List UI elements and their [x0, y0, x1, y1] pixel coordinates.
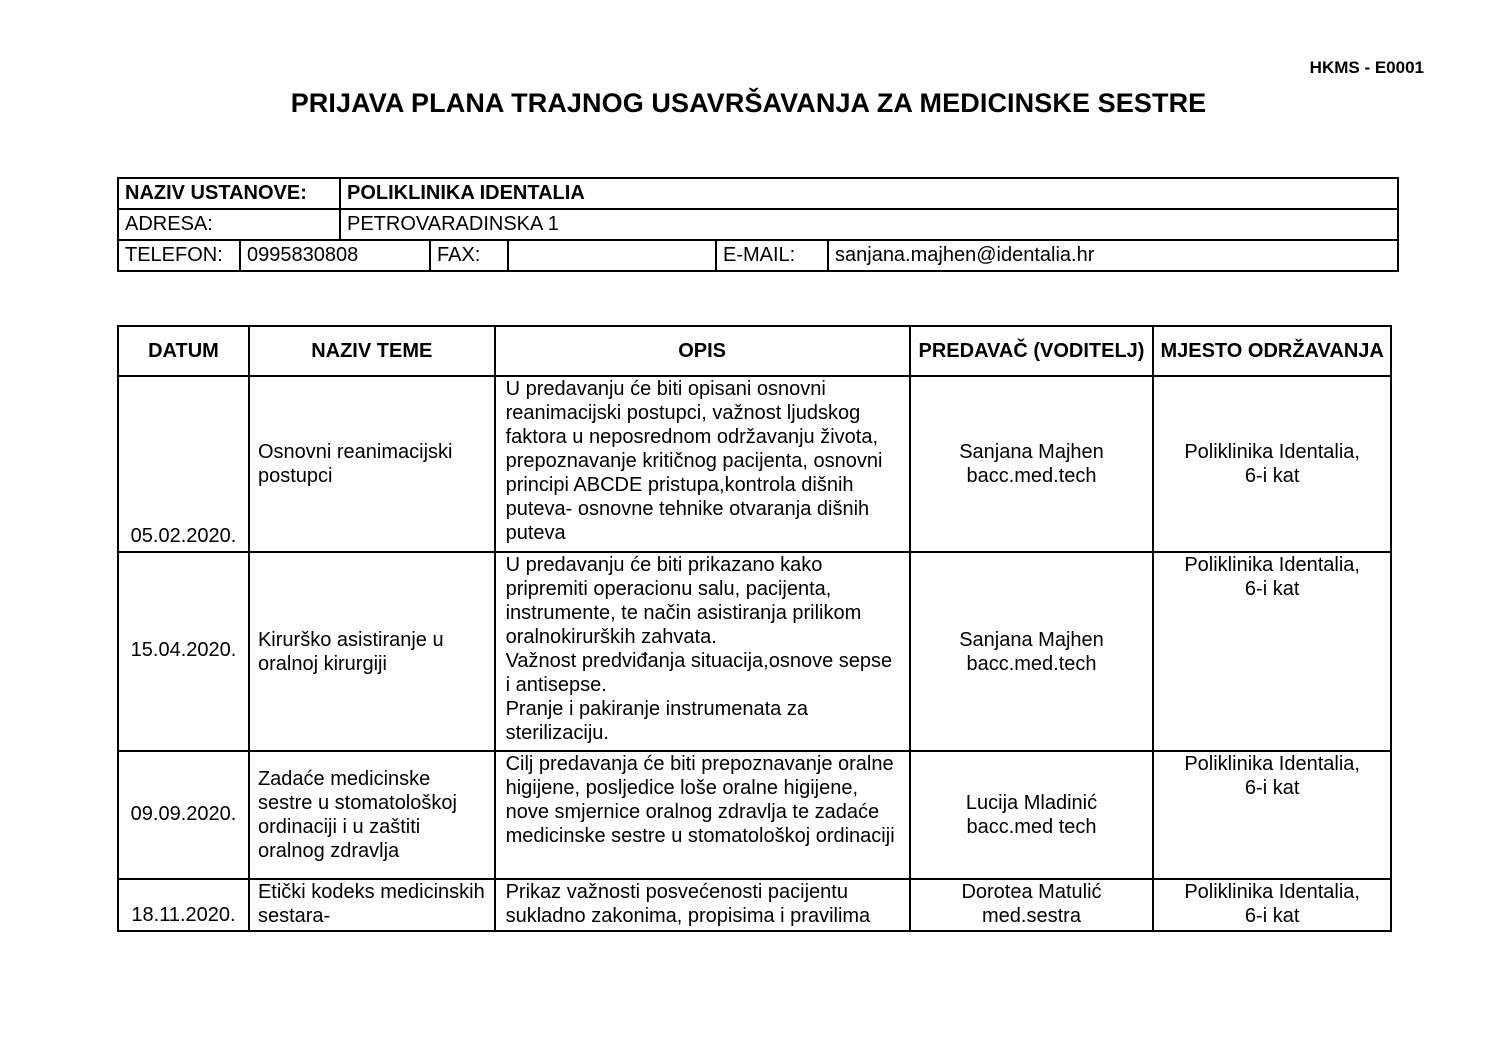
place-line-2: 6-i kat — [1244, 578, 1300, 600]
email-label: E-MAIL: — [716, 240, 828, 271]
form-code: HKMS - E0001 — [1309, 58, 1424, 77]
institution-address-label: ADRESA: — [118, 209, 340, 240]
row-lecturer — [910, 751, 1154, 879]
header-place: MJESTO ODRŽAVANJA — [1153, 326, 1391, 376]
row-place — [1153, 552, 1391, 751]
table-row — [118, 552, 1391, 751]
lecturer-title: bacc.med.tech — [966, 465, 1097, 487]
place-line-1: Poliklinika Identalia, — [1184, 554, 1360, 576]
row-lecturer — [910, 879, 1154, 931]
institution-address-row — [118, 209, 1398, 240]
lecturer-name: Sanjana Majhen — [959, 628, 1104, 651]
lecturer-name: Sanjana Majhen — [959, 441, 1104, 463]
row-topic: Osnovni reanimacijski postupci — [249, 376, 495, 552]
place-line-1: Poliklinika Identalia, — [1184, 753, 1360, 775]
phone-label: TELEFON: — [118, 240, 240, 271]
row-date: 15.04.2020. — [118, 552, 249, 751]
description-paragraph: Važnost predviđanja situacija,osnove sepse i antisepse. — [505, 650, 893, 696]
education-plan-table — [117, 325, 1392, 932]
lecturer-title: bacc.med.tech — [966, 652, 1097, 675]
table-row — [118, 879, 1391, 931]
row-date: 09.09.2020. — [118, 751, 249, 879]
row-topic: Zadaće medicinske sestre u stomatološkoj ordinaciji i u zaštiti oralnog zdravlja — [249, 751, 495, 879]
lecturer-title: bacc.med tech — [966, 816, 1097, 838]
plan-header-row — [118, 326, 1391, 376]
phone-value: 0995830808 — [240, 240, 430, 271]
document-title: PRIJAVA PLANA TRAJNOG USAVRŠAVANJA ZA MEDICINSKE SESTRE — [290, 88, 1207, 118]
table-row — [118, 376, 1391, 552]
description-paragraph: Pranje i pakiranje instrumenata za sterilizaciju. — [505, 698, 808, 744]
place-line-1: Poliklinika Identalia, — [1184, 441, 1360, 463]
row-topic: Kirurško asistiranje u oralnoj kirurgiji — [249, 552, 495, 751]
description-text: Prikaz važnosti posvećenosti pacijentu sukladno zakonima, propisima i pravilima — [505, 881, 871, 927]
row-description: Cilj predavanja će biti prepoznavanje oralne higijene, posljedice loše oralne higijene, nove smjernice oralnog zdravlja te zadaće medicinske sestre u stomatološkoj ordinaciji — [495, 751, 910, 879]
fax-label: FAX: — [430, 240, 508, 271]
header-description: OPIS — [495, 326, 910, 376]
place-line-2: 6-i kat — [1244, 465, 1300, 487]
row-date: 05.02.2020. — [118, 376, 249, 552]
institution-name-row — [118, 178, 1398, 209]
place-line-2: 6-i kat — [1244, 777, 1300, 799]
institution-table — [117, 177, 1399, 272]
place-line-1: Poliklinika Identalia, — [1184, 881, 1360, 903]
email-value: sanjana.majhen@identalia.hr — [828, 240, 1398, 271]
institution-contact-row — [118, 240, 1398, 271]
header-date: DATUM — [118, 326, 249, 376]
description-paragraph: U predavanju će biti prikazano kako pripremiti operacionu salu, pacijenta, instrumente, te način asistiranja prilikom oralnokirurških zahvata. — [505, 554, 862, 648]
lecturer-name: Dorotea Matulić — [961, 881, 1102, 903]
row-topic — [249, 879, 495, 931]
topic-text: Etički kodeks medicinskih sestara- — [257, 881, 485, 927]
lecturer-title: med.sestra — [982, 905, 1081, 927]
row-description: U predavanju će biti opisani osnovni reanimacijski postupci, važnost ljudskog faktora u neposrednom održavanju života, prepoznavanje kritičnog pacijenta, osnovni principi ABCDE pristupa,kontrola dišnih puteva- osnovne tehnike otvaranja dišnih puteva — [495, 376, 910, 552]
fax-value — [508, 240, 716, 271]
row-lecturer — [910, 552, 1154, 751]
institution-name-value: POLIKLINIKA IDENTALIA — [340, 178, 1398, 209]
row-description — [495, 552, 910, 751]
row-place — [1153, 376, 1391, 552]
institution-address-value: PETROVARADINSKA 1 — [340, 209, 1398, 240]
row-date: 18.11.2020. — [118, 879, 249, 931]
row-lecturer — [910, 376, 1154, 552]
header-topic: NAZIV TEME — [249, 326, 495, 376]
table-row — [118, 751, 1391, 879]
row-description — [495, 879, 910, 931]
row-place — [1153, 751, 1391, 879]
lecturer-name: Lucija Mladinić — [965, 792, 1098, 814]
institution-name-label: NAZIV USTANOVE: — [118, 178, 340, 209]
place-line-2: 6-i kat — [1244, 905, 1300, 927]
row-place — [1153, 879, 1391, 931]
header-lecturer: PREDAVAČ (VODITELJ) — [910, 326, 1154, 376]
